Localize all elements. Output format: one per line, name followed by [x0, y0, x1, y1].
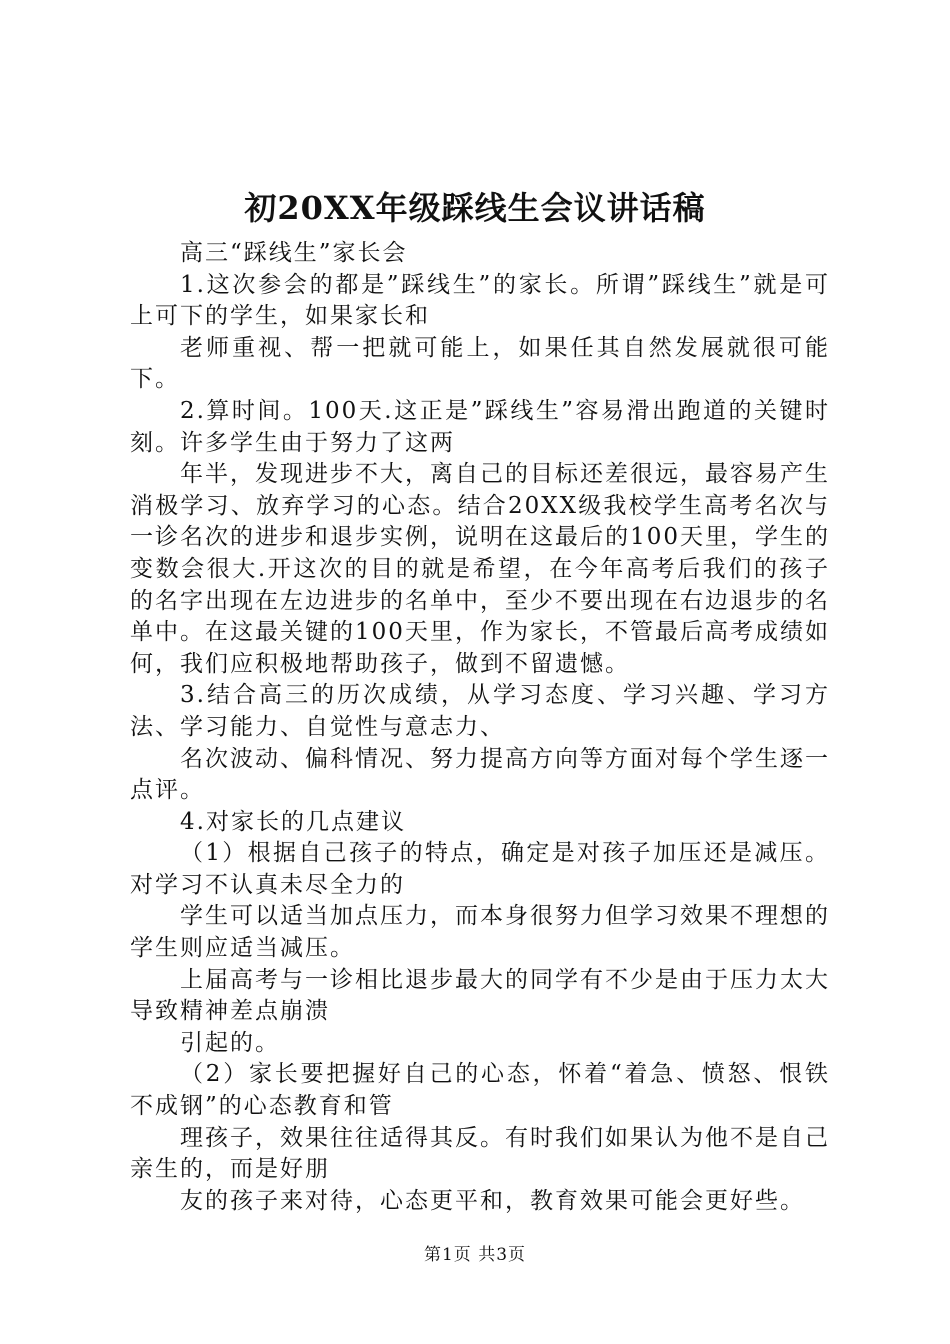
paragraph: 年半，发现进步不大，离自己的目标还差很远，最容易产生消极学习、放弃学习的心态。结合20XX级我校学生高考名次与一诊名次的进步和退步实例，说明在这最后的100天里，学生的变数会很大.开这次的目的就是希望，在今年高考后我们的孩子的名字出现在左边进步的名单中，至少不要出现在右边退步的名单中。在这最关键的100天里，作为家长，不管最后高考成绩如何，我们应积极地帮助孩子，做到不留遗憾。 [130, 461, 830, 677]
paragraph: 2.算时间。100天.这正是”踩线生”容易滑出跑道的关键时刻。许多学生由于努力了这两 [130, 397, 830, 456]
paragraph: 高三“踩线生”家长会 [180, 240, 408, 266]
paragraph: 友的孩子来对待，心态更平和，教育效果可能会更好些。 [180, 1187, 805, 1214]
document-title: 初20XX年级踩线生会议讲话稿 [244, 189, 706, 227]
paragraph: 理孩子，效果往往适得其反。有时我们如果认为他不是自己亲生的，而是好朋 [130, 1124, 830, 1183]
paragraph: 老师重视、帮一把就可能上，如果任其自然发展就很可能下。 [130, 334, 830, 393]
paragraph: （2）家长要把握好自己的心态，怀着“着急、愤怒、恨铁不成钢”的心态教育和管 [130, 1061, 830, 1120]
paragraph: （1）根据自己孩子的特点，确定是对孩子加压还是减压。对学习不认真未尽全力的 [130, 840, 830, 898]
paragraph: 1.这次参会的都是”踩线生”的家长。所谓”踩线生”就是可上可下的学生，如果家长和 [130, 271, 830, 330]
document-body [130, 238, 830, 1217]
paragraph: 名次波动、偏科情况、努力提高方向等方面对每个学生逐一点评。 [130, 745, 830, 804]
paragraph: 引起的。 [180, 1029, 280, 1056]
paragraph: 上届高考与一诊相比退步最大的同学有不少是由于压力太大导致精神差点崩溃 [130, 966, 830, 1025]
paragraph: 3.结合高三的历次成绩，从学习态度、学习兴趣、学习方法、学习能力、自觉性与意志力、 [130, 682, 830, 740]
paragraph: 4.对家长的几点建议 [180, 808, 406, 835]
paragraph: 学生可以适当加点压力，而本身很努力但学习效果不理想的学生则应适当减压。 [130, 903, 830, 962]
page-number-footer: 第1页 共3页 [423, 1245, 527, 1265]
